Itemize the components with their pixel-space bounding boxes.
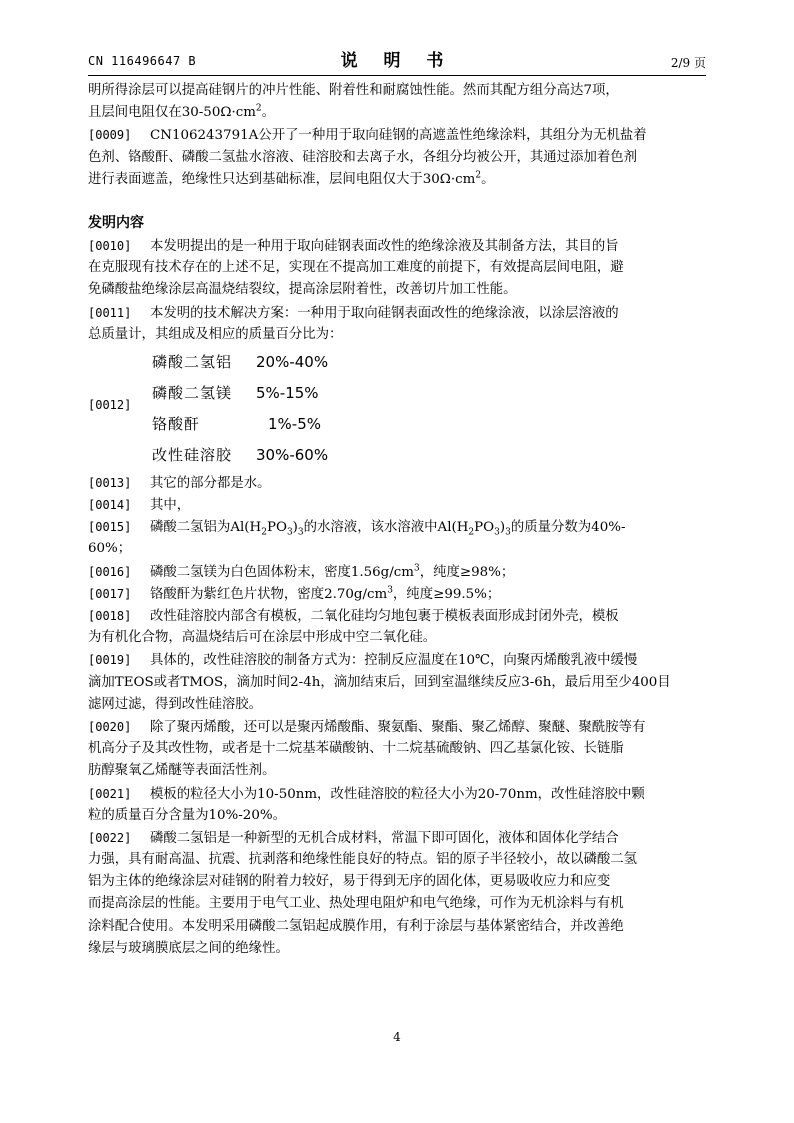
- text-line: 且层间电阻仅在$30-50\Omega\cdot cm^2$。: [88, 103, 276, 121]
- text-line: 为有机化合物，高温烧结后可在涂层中形成中空二氧化硅。: [88, 630, 437, 646]
- paragraph-tag: [0009]: [88, 128, 132, 143]
- paragraph-tag: [0018]: [88, 609, 132, 623]
- paragraph-tag: [0022]: [88, 830, 132, 845]
- paragraph-tag: [0013]: [88, 475, 132, 490]
- component-name: 改性硅溶胶: [152, 445, 233, 464]
- text-line: 免磷酸盐绝缘涂层高温烧结裂纹，提高涂层附着性，改善切片加工性能。: [88, 282, 517, 298]
- page-header: [88, 46, 706, 74]
- paragraph-0021: [0021] 模板的粒径大小为10-50nm，改性硅溶胶的粒径大小为20-70nm，改性硅溶胶中颗: [88, 783, 706, 805]
- page-number: 4: [393, 1030, 401, 1044]
- paragraph-0022: [0022] 磷酸二氢铝是一种新型的无机合成材料，常温下即可固化，液体和固体化学结合: [88, 827, 706, 849]
- paragraph-tag: [0019]: [88, 653, 132, 668]
- paragraph-tag: [0021]: [88, 786, 132, 801]
- text-line: 铝为主体的绝缘涂层对硅钢的附着力较好，易于得到无序的固化体，更易吸收应力和应变: [88, 874, 611, 890]
- section-heading: 发明内容: [88, 214, 144, 231]
- component-value: 30%-60%: [256, 445, 329, 464]
- component-value: 5%-15%: [256, 383, 319, 402]
- paragraph-0018: [0018] 改性硅溶胶内部含有模板，二氧化硅均匀地包裹于模板表面形成封闭外壳，模板: [88, 605, 706, 627]
- component-name: 铬酸酐: [152, 414, 201, 433]
- text-line: 粒的质量百分含量为10%-20%。: [88, 807, 286, 823]
- text-line: 机高分子及其改性物，或者是十二烷基苯磺酸钠、十二烷基硫酸钠、四乙基氯化铵、长链脂: [88, 741, 624, 757]
- paragraph-0011: [0011] 本发明的技术解决方案：一种用于取向硅钢表面改性的绝缘涂液，以涂层溶液的: [88, 302, 706, 324]
- text-line: 缘层与玻璃膜底层之间的绝缘性。: [88, 940, 289, 956]
- text-line: 60%；: [88, 541, 132, 557]
- formula-row: [152, 348, 328, 376]
- paragraph-0009: [0009] CN106243791A公开了一种用于取向硅钢的高遮盖性绝缘涂料，其组分为无机盐着: [88, 124, 706, 146]
- composition-formula: [88, 348, 706, 468]
- paragraph-tag: [0012]: [88, 397, 132, 412]
- text-line: 滤网过滤，得到改性硅溶胶。: [88, 696, 263, 712]
- paragraph-tag: [0011]: [88, 305, 132, 320]
- paragraph-0017: [0017] 铬酸酐为紫红色片状物，密度$2.70g/cm^3$，纯度≥99.5%；: [88, 583, 706, 605]
- text-line: 色剂、铬酸酐、磷酸二氢盐水溶液、硅溶胶和去离子水，各组分均被公开，其通过添加着色剂: [88, 149, 638, 165]
- text-line: 明所得涂层可以提高硅钢片的冲片性能、附着性和耐腐蚀性能。然而其配方组分高达7项，: [88, 83, 619, 98]
- component-value: 20%-40%: [256, 352, 329, 371]
- text-line: 而提高涂层的性能。主要用于电气工业、热处理电阻炉和电气绝缘，可作为无机涂料与有机: [88, 896, 624, 912]
- paragraph-0010: [0010] 本发明提出的是一种用于取向硅钢表面改性的绝缘涂液及其制备方法，其目的旨: [88, 235, 706, 257]
- document-title: 说 明 书: [340, 51, 454, 71]
- paragraph-0019: [0019] 具体的，改性硅溶胶的制备方式为：控制反应温度在10℃，向聚丙烯酸乳液中缓慢: [88, 649, 706, 671]
- text-line: 在克服现有技术存在的上述不足，实现在不提高加工难度的前提下，有效提高层间电阻，避: [88, 260, 624, 276]
- paragraph-tag: [0014]: [88, 498, 132, 513]
- patent-number: CN 116496647 B: [88, 54, 197, 68]
- spacer: [88, 191, 706, 211]
- text-line: 进行表面遮盖，绝缘性只达到基础标准，层间电阻仅大于$30\Omega\cdot cm^2$。: [88, 170, 495, 187]
- header-rule: [88, 75, 706, 76]
- paragraph-tag: [0015]: [88, 520, 132, 535]
- text-line: 滴加TEOS或者TMOS，滴加时间2-4h，滴加结束后，回到室温继续反应3-6h，最后用至少400目: [88, 674, 671, 690]
- text-line: 涂料配合使用。本发明采用磷酸二氢铝起成膜作用，有利于涂层与基体紧密结合，并改善绝: [88, 918, 624, 934]
- paragraph-tag: [0017]: [88, 586, 132, 601]
- paragraph-0020: [0020] 除了聚丙烯酸，还可以是聚丙烯酸酯、聚氨酯、聚酯、聚乙烯醇、聚醚、聚酰胺等有: [88, 716, 706, 738]
- component-name: 磷酸二氢铝: [152, 352, 233, 371]
- paragraph-tag: [0016]: [88, 564, 132, 579]
- description-body: [88, 80, 706, 960]
- paragraph-0015: [0015] 磷酸二氢铝为$Al(H_2PO_3)_3$的水溶液，该水溶液中$Al(H_2PO_3)_3$的质量分数为40%-: [88, 516, 706, 538]
- paragraph-tag: [0020]: [88, 719, 132, 734]
- paragraph-tag: [0010]: [88, 238, 132, 253]
- paragraph-0014: [0014] 其中，: [88, 494, 706, 516]
- component-value: 1%-5%: [268, 414, 322, 433]
- paragraph-0016: [0016] 磷酸二氢镁为白色固体粉末，密度$1.56g/cm^3$，纯度≥98%；: [88, 561, 706, 583]
- component-name: 磷酸二氢镁: [152, 383, 233, 402]
- text-line: 肪醇聚氧乙烯醚等表面活性剂。: [88, 763, 276, 779]
- formula-row: [152, 441, 328, 469]
- text-line: 力强，具有耐高温、抗震、抗剥落和绝缘性能良好的特点。铝的原子半径较小，故以磷酸二氢: [88, 852, 638, 868]
- formula-row: [152, 410, 321, 438]
- page-counter: 2/9 页: [670, 56, 706, 70]
- formula-row: [152, 379, 319, 407]
- text-line: 总质量计，其组成及相应的质量百分比为：: [88, 326, 343, 342]
- paragraph-0013: [0013] 其它的部分都是水。: [88, 472, 706, 494]
